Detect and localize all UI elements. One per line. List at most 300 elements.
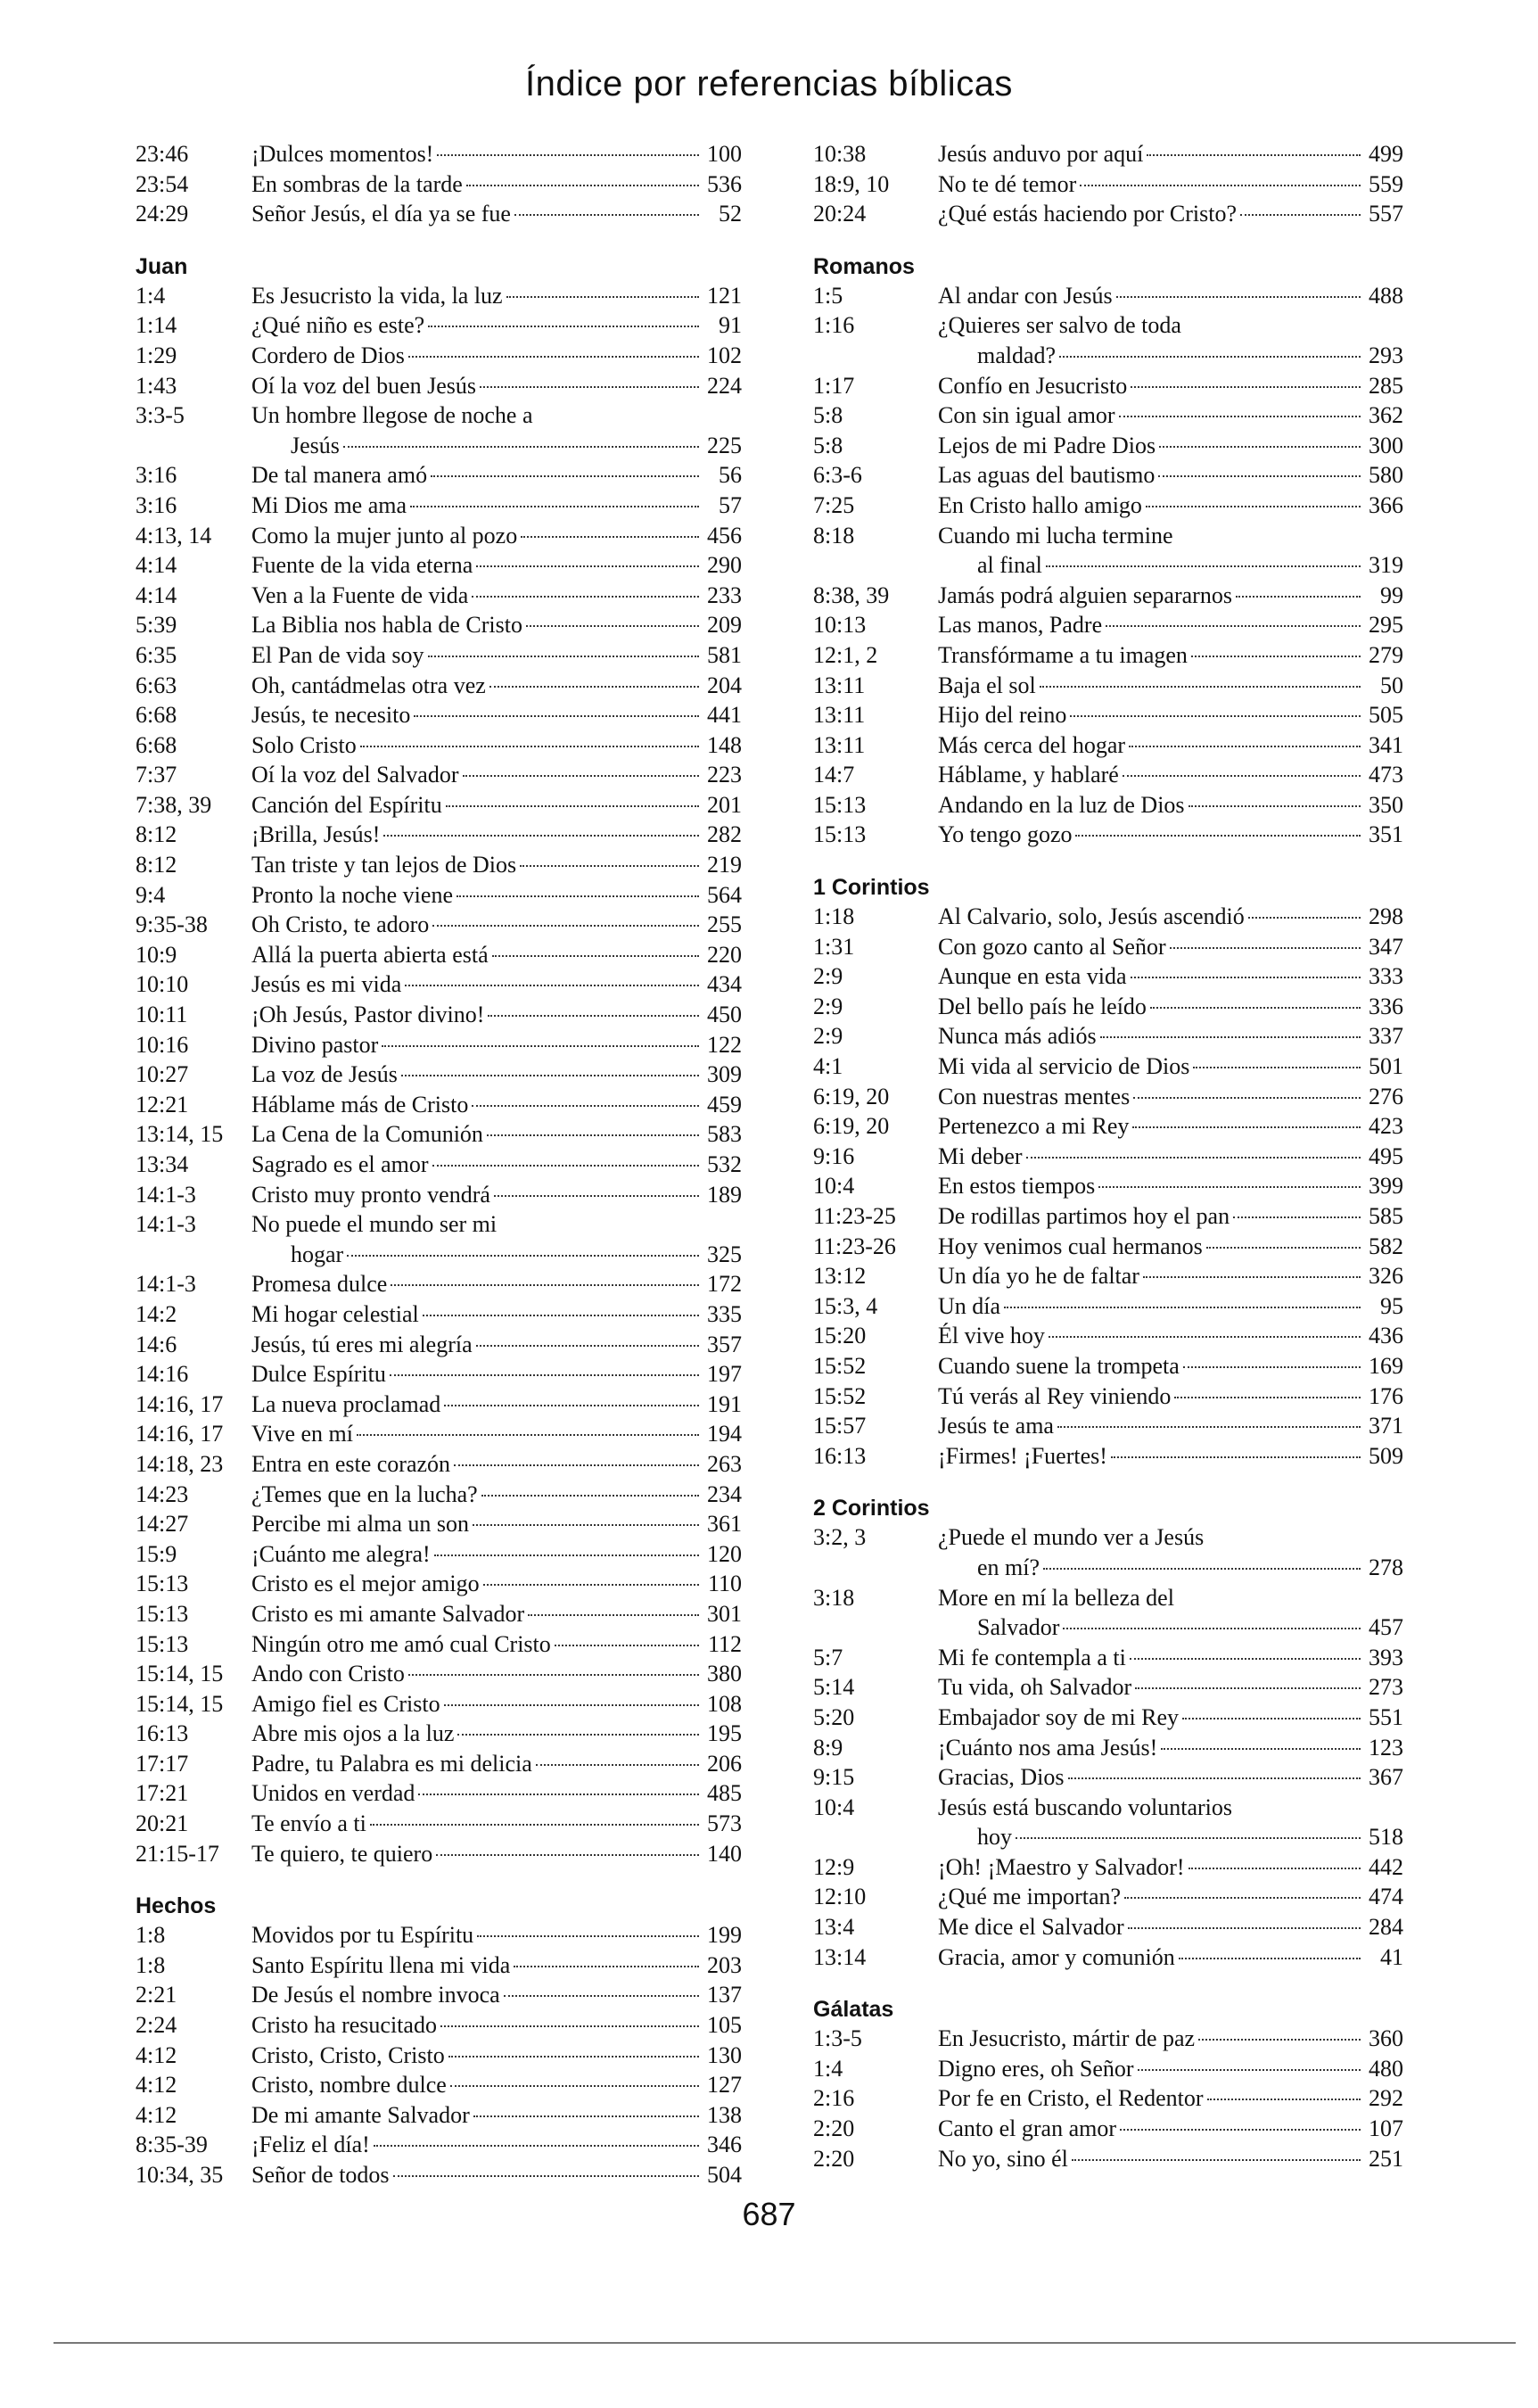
index-entry: [136, 491, 742, 521]
entry-line: [938, 671, 1403, 701]
scripture-reference: 1:17: [813, 372, 855, 399]
index-entry: [813, 2054, 1403, 2084]
index-entry: [813, 1021, 1403, 1051]
hymn-title: No te dé temor: [938, 170, 1077, 197]
entry-text: [251, 1920, 742, 1950]
entry-line: [938, 790, 1403, 821]
book-heading: 1 Corintios: [813, 875, 930, 901]
hymn-title: Él vive hoy: [938, 1323, 1045, 1349]
index-entry: [136, 550, 742, 581]
entry-line: [938, 1201, 1403, 1232]
hymn-title: La Cena de la Comunión: [251, 1121, 483, 1148]
index-entry: [813, 790, 1403, 821]
scripture-reference: 6:68: [136, 731, 177, 758]
entry-text: [251, 1719, 742, 1749]
entry-text: [938, 169, 1403, 200]
index-entry: [813, 1321, 1403, 1351]
scripture-reference: 1:8: [136, 1922, 166, 1949]
entry-text: [251, 820, 742, 850]
hymn-title: Tan triste y tan lejos de Dios: [251, 852, 517, 878]
index-entry: [813, 199, 1403, 229]
dot-leader: [1146, 506, 1361, 507]
hymn-title: Confío en Jesucristo: [938, 372, 1128, 399]
index-entry: [136, 1629, 742, 1660]
hymn-number: 285: [1369, 372, 1403, 399]
index-entry: [136, 940, 742, 970]
dot-leader: [463, 775, 700, 777]
dot-leader: [1049, 1336, 1361, 1338]
hymn-title: Las manos, Padre: [938, 612, 1103, 639]
hymn-title: Más cerca del hogar: [938, 731, 1126, 758]
entry-text: [251, 1950, 742, 1981]
scripture-reference: 14:16, 17: [136, 1390, 224, 1417]
dot-leader: [457, 1734, 699, 1736]
index-entry: [136, 1119, 742, 1150]
hymn-number: 204: [707, 672, 742, 698]
scripture-reference: 9:4: [136, 881, 166, 908]
hymn-number: 298: [1369, 903, 1403, 930]
dot-leader: [514, 1966, 699, 1967]
hymn-title: Baja el sol: [938, 672, 1036, 698]
index-entry: [136, 1569, 742, 1599]
hymn-title: Con gozo canto al Señor: [938, 933, 1166, 960]
hymn-title: Dulce Espíritu: [251, 1361, 386, 1388]
entry-line: [938, 550, 1403, 581]
entry-line: [938, 1942, 1403, 1973]
hymn-title: Por fe en Cristo, el Redentor: [938, 2085, 1204, 2112]
entry-line: [251, 1599, 742, 1629]
entry-line: [251, 521, 742, 551]
hymn-title: Jesús está buscando voluntarios: [938, 1794, 1233, 1820]
index-entry: [136, 790, 742, 821]
dot-leader: [1182, 1718, 1361, 1719]
entry-line: [938, 199, 1403, 229]
dot-leader: [1170, 947, 1361, 949]
entry-line: [251, 1509, 742, 1539]
dot-leader: [483, 1584, 699, 1586]
hymn-title: ¡Firmes! ¡Fuertes!: [938, 1442, 1107, 1469]
scripture-reference: 14:27: [136, 1511, 189, 1538]
hymn-number: 505: [1369, 702, 1403, 729]
index-entry: [136, 1269, 742, 1299]
scripture-reference: 10:16: [136, 1031, 189, 1058]
index-entry: [136, 341, 742, 371]
dot-leader: [436, 1854, 699, 1856]
hymn-title: Mi vida al servicio de Dios: [938, 1053, 1190, 1080]
dot-leader: [1188, 1868, 1361, 1869]
hymn-title: Abre mis ojos a la luz: [251, 1720, 455, 1747]
entry-line: [938, 1261, 1403, 1291]
hymn-number: 120: [707, 1540, 742, 1567]
index-entry: [136, 1839, 742, 1869]
hymn-title: Las aguas del bautismo: [938, 462, 1156, 489]
entry-line: [251, 1749, 742, 1779]
entry-line: [251, 400, 742, 431]
hymn-title: Andando en la luz de Dios: [938, 791, 1185, 818]
scripture-reference: 1:31: [813, 933, 855, 960]
hymn-number: 480: [1369, 2055, 1403, 2082]
entry-text: [938, 2024, 1403, 2054]
hymn-title: Promesa dulce: [251, 1271, 388, 1298]
entry-line: [938, 2144, 1403, 2174]
scripture-reference: 10:4: [813, 1794, 855, 1820]
entry-text: [938, 790, 1403, 821]
entry-line: [938, 460, 1403, 491]
hymn-number: 282: [707, 821, 742, 848]
entry-text: [251, 169, 742, 200]
entry-line: [251, 969, 742, 1000]
hymn-number: 335: [707, 1300, 742, 1327]
hymn-title: hogar: [291, 1241, 344, 1267]
hymn-number: 442: [1369, 1853, 1403, 1880]
index-entry: [136, 1299, 742, 1330]
dot-leader: [481, 1495, 699, 1497]
entry-line: [938, 1522, 1403, 1553]
hymn-number: 191: [707, 1390, 742, 1417]
scripture-reference: 15:52: [813, 1352, 867, 1379]
dot-leader: [506, 296, 699, 298]
entry-line: [251, 139, 742, 169]
hymn-title: No puede el mundo ser mi: [251, 1211, 498, 1238]
dot-leader: [408, 1674, 699, 1676]
book-heading: 2 Corintios: [813, 1496, 930, 1521]
hymn-number: 347: [1369, 933, 1403, 960]
scripture-reference: 8:12: [136, 821, 177, 848]
entry-text: [938, 1082, 1403, 1112]
entry-line: [938, 2054, 1403, 2084]
hymn-number: 201: [707, 791, 742, 818]
hymn-number: 105: [707, 2012, 742, 2039]
index-entry: [136, 1419, 742, 1449]
hymn-title: Padre, tu Palabra es mi delicia: [251, 1750, 532, 1777]
dot-leader: [1120, 2129, 1361, 2131]
dot-leader: [1098, 1186, 1361, 1188]
hymn-number: 459: [707, 1091, 742, 1117]
scripture-reference: 14:16, 17: [136, 1421, 224, 1447]
hymn-title: Digno eres, oh Señor: [938, 2055, 1134, 2082]
hymn-number: 169: [1369, 1352, 1403, 1379]
entry-text: [251, 521, 742, 551]
dot-leader: [1059, 356, 1361, 358]
hymn-number: 301: [707, 1600, 742, 1627]
dot-leader: [1191, 656, 1361, 657]
entry-text: [251, 1269, 742, 1299]
dot-leader: [1123, 775, 1361, 777]
hymn-title: Te envío a ti: [251, 1810, 366, 1837]
index-entry: [136, 1778, 742, 1809]
index-entry: [813, 581, 1403, 611]
hymn-number: 293: [1369, 342, 1403, 368]
hymn-number: 234: [707, 1480, 742, 1507]
hymn-title: Un hombre llegose de noche a: [251, 402, 533, 429]
dot-leader: [343, 446, 699, 448]
entry-line: [251, 1330, 742, 1360]
scripture-reference: 21:15-17: [136, 1840, 219, 1867]
index-entry: [136, 1359, 742, 1390]
index-column-left: [136, 139, 742, 2190]
hymn-title: Cuando suene la trompeta: [938, 1352, 1180, 1379]
entry-text: [251, 700, 742, 730]
hymn-number: 495: [1369, 1142, 1403, 1169]
entry-text: [251, 2010, 742, 2041]
dot-leader: [432, 925, 699, 927]
dot-leader: [1075, 835, 1361, 837]
scripture-reference: 3:2, 3: [813, 1524, 867, 1551]
entry-line: [251, 2070, 742, 2100]
index-entry: [136, 1060, 742, 1090]
index-entry: [813, 1381, 1403, 1412]
entry-line: [938, 1142, 1403, 1172]
hymn-title: Canto el gran amor: [938, 2115, 1116, 2142]
scripture-reference: 5:20: [813, 1703, 855, 1730]
entry-text: [251, 1749, 742, 1779]
index-entry: [813, 400, 1403, 431]
hymn-title: Cristo ha resucitado: [251, 2012, 437, 2039]
book-section: [813, 1494, 1403, 1972]
entry-text: [251, 1119, 742, 1150]
index-entry: [813, 1291, 1403, 1322]
hymn-number: 107: [1369, 2115, 1403, 2142]
entry-text: [938, 1171, 1403, 1201]
scripture-reference: 1:14: [136, 312, 177, 339]
index-entry: [813, 431, 1403, 461]
hymn-number: 346: [707, 2132, 742, 2158]
dot-leader: [1248, 917, 1361, 919]
hymn-number: 325: [707, 1241, 742, 1267]
dot-leader: [1116, 296, 1361, 298]
index-column-right: [813, 139, 1403, 2173]
index-entry: [136, 820, 742, 850]
index-entry: [136, 581, 742, 611]
index-entry: [813, 1882, 1403, 1912]
dot-leader: [1133, 1097, 1361, 1099]
hymn-title: ¡Oh! ¡Maestro y Salvador!: [938, 1853, 1185, 1880]
hymn-title: Salvador: [977, 1614, 1060, 1641]
scripture-reference: 4:14: [136, 552, 177, 579]
entry-line: [251, 491, 742, 521]
scripture-reference: 15:3, 4: [813, 1292, 878, 1319]
entry-line: [251, 581, 742, 611]
entry-text: [938, 1201, 1403, 1232]
entry-text: [251, 1539, 742, 1570]
scripture-reference: 15:20: [813, 1323, 867, 1349]
entry-text: [251, 760, 742, 790]
entry-text: [938, 1321, 1403, 1351]
entry-line: [938, 1111, 1403, 1142]
scripture-reference: 9:35-38: [136, 911, 208, 938]
hymn-number: 99: [1380, 581, 1403, 608]
hymn-title: Ando con Cristo: [251, 1661, 405, 1687]
hymn-title: No yo, sino él: [938, 2145, 1068, 2172]
page-title: Índice por referencias bíblicas: [525, 64, 1013, 103]
scripture-reference: 17:17: [136, 1750, 189, 1777]
dot-leader: [428, 326, 699, 327]
scripture-reference: 11:23-26: [813, 1233, 896, 1259]
hymn-number: 360: [1369, 2025, 1403, 2052]
scripture-reference: 3:18: [813, 1584, 855, 1611]
index-entry: [136, 310, 742, 341]
dot-leader: [477, 1935, 699, 1937]
dot-leader: [480, 386, 699, 388]
hymn-title: De rodillas partimos hoy el pan: [938, 1203, 1230, 1229]
hymn-title: Jesús anduvo por aquí: [938, 141, 1144, 167]
hymn-number: 583: [707, 1121, 742, 1148]
entry-text: [251, 2160, 742, 2190]
index-entry: [813, 1142, 1403, 1172]
entry-text: [938, 400, 1403, 431]
hymn-number: 194: [707, 1421, 742, 1447]
scripture-reference: 11:23-25: [813, 1203, 896, 1229]
scripture-reference: 6:35: [136, 641, 177, 668]
entry-line: [938, 1232, 1403, 1262]
dot-leader: [536, 1764, 699, 1766]
entry-text: [251, 850, 742, 880]
dot-leader: [1198, 2039, 1361, 2041]
entry-line: [251, 1689, 742, 1719]
entry-line: [938, 491, 1403, 521]
dot-leader: [450, 2085, 699, 2087]
index-entry: [813, 1522, 1403, 1582]
index-entry: [136, 760, 742, 790]
entry-line: [251, 1569, 742, 1599]
scripture-reference: 8:35-39: [136, 2132, 208, 2158]
index-entry: [136, 1719, 742, 1749]
book-heading: Hechos: [136, 1893, 217, 1919]
entry-line: [938, 1171, 1403, 1201]
entry-line: [251, 1419, 742, 1449]
hymn-number: 367: [1369, 1764, 1403, 1791]
hymn-number: 130: [707, 2041, 742, 2068]
hymn-number: 278: [1369, 1554, 1403, 1580]
hymn-number: 399: [1369, 1173, 1403, 1200]
index-entry: [813, 730, 1403, 761]
entry-text: [251, 1180, 742, 1210]
entry-line: [251, 1269, 742, 1299]
dot-leader: [1040, 686, 1361, 688]
index-entry: [813, 700, 1403, 730]
scripture-reference: 13:4: [813, 1914, 855, 1941]
dot-leader: [504, 1995, 699, 1997]
dot-leader: [1131, 386, 1361, 388]
entry-text: [938, 2144, 1403, 2174]
entry-line: [251, 850, 742, 880]
page-number: 687: [742, 2196, 796, 2232]
scripture-reference: 14:23: [136, 1480, 189, 1507]
hymn-title: Nunca más adiós: [938, 1023, 1097, 1050]
index-entry: [813, 1441, 1403, 1472]
entry-text: [251, 1659, 742, 1689]
entry-line: [938, 961, 1403, 992]
dot-leader: [473, 2115, 699, 2117]
book-section: [813, 1995, 1403, 2173]
index-entry: [136, 1390, 742, 1420]
index-entry: [813, 1733, 1403, 1763]
dot-leader: [1147, 154, 1361, 156]
dot-leader: [487, 1134, 699, 1136]
index-entry: [136, 1659, 742, 1689]
entry-line: [251, 1920, 742, 1950]
entry-line: [938, 1852, 1403, 1883]
index-entry: [136, 1000, 742, 1030]
index-entry: [813, 902, 1403, 932]
bottom-rule: [53, 2342, 1516, 2344]
entry-line: [251, 1119, 742, 1150]
dot-leader: [1072, 2159, 1361, 2161]
entry-line: [938, 992, 1403, 1022]
dot-leader: [360, 746, 699, 747]
scripture-reference: 24:29: [136, 201, 189, 227]
hymn-title: Ven a la Fuente de vida: [251, 581, 469, 608]
entry-text: [938, 820, 1403, 850]
hymn-title: Como la mujer junto al pozo: [251, 522, 518, 548]
hymn-number: 488: [1369, 282, 1403, 309]
entry-line: [251, 1150, 742, 1180]
hymn-title: Cordero de Dios: [251, 342, 405, 368]
hymn-number: 197: [707, 1361, 742, 1388]
entry-line: [251, 1090, 742, 1120]
scripture-reference: 8:9: [813, 1734, 843, 1761]
dot-leader: [1063, 1628, 1361, 1629]
scripture-reference: 10:13: [813, 612, 867, 639]
hymn-number: 108: [707, 1690, 742, 1717]
scripture-reference: 2:9: [813, 963, 843, 990]
dot-leader: [1183, 1366, 1361, 1368]
hymn-number: 341: [1369, 731, 1403, 758]
entry-line: [251, 1980, 742, 2010]
hymn-title: Sagrado es el amor: [251, 1151, 429, 1177]
dot-leader: [1161, 1748, 1361, 1750]
hymn-number: 371: [1369, 1413, 1403, 1439]
entry-text: [938, 1852, 1403, 1883]
entry-line: [938, 281, 1403, 311]
index-entry: [136, 850, 742, 880]
hymn-title: en mí?: [977, 1554, 1040, 1580]
index-entry: [136, 521, 742, 551]
dot-leader: [432, 1165, 699, 1167]
index-entry: [813, 820, 1403, 850]
hymn-title: En Cristo hallo amigo: [938, 491, 1142, 518]
index-entry: [136, 1599, 742, 1629]
hymn-title: Jesús, tú eres mi alegría: [251, 1331, 473, 1357]
hymn-number: 219: [707, 852, 742, 878]
entry-text: [251, 1809, 742, 1839]
hymn-title: Unidos en verdad: [251, 1780, 415, 1807]
book-heading: Gálatas: [813, 1997, 894, 2023]
hymn-title: Lejos de mi Padre Dios: [938, 432, 1156, 458]
dot-leader: [476, 565, 699, 567]
index-entry: [136, 460, 742, 491]
entry-line: [251, 1778, 742, 1809]
dot-leader: [526, 625, 699, 627]
scripture-reference: 1:43: [136, 372, 177, 399]
index-entry: [136, 139, 742, 169]
hymn-title: Oh Cristo, te adoro: [251, 911, 430, 938]
dot-leader: [1179, 1958, 1361, 1959]
scripture-reference: 8:38, 39: [813, 581, 890, 608]
hymn-number: 292: [1369, 2085, 1403, 2112]
hymn-number: 148: [707, 731, 742, 758]
scripture-reference: 10:38: [813, 141, 867, 167]
scripture-reference: 3:16: [136, 462, 177, 489]
entry-line: [251, 2041, 742, 2071]
dot-leader: [473, 1524, 699, 1526]
entry-line: [938, 1021, 1403, 1051]
entry-line: [251, 431, 742, 461]
index-entry: [136, 400, 742, 460]
entry-line: [938, 1351, 1403, 1381]
entry-text: [938, 491, 1403, 521]
scripture-reference: 14:18, 23: [136, 1450, 224, 1477]
